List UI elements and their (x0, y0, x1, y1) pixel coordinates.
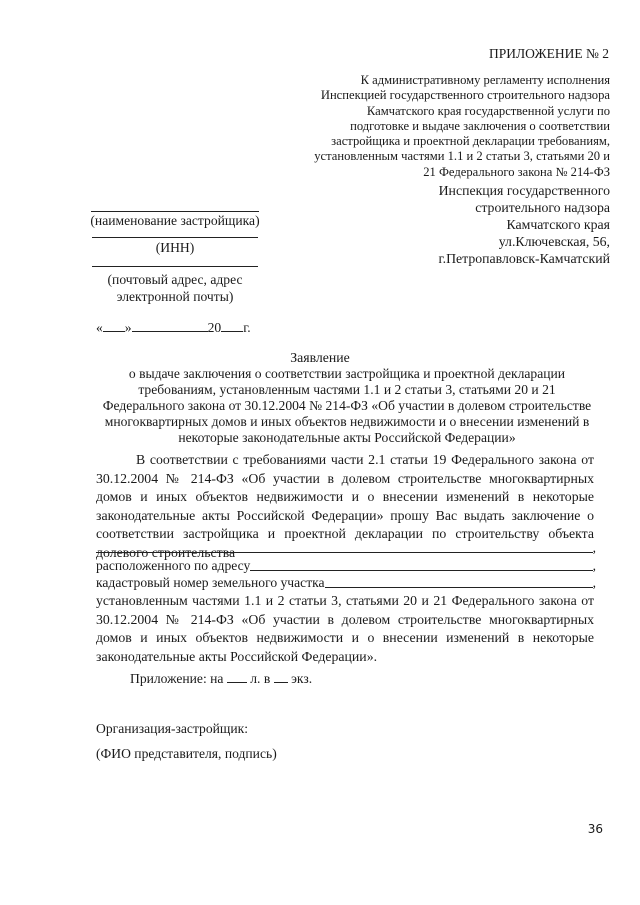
attachment-line (130, 670, 312, 687)
attachment-pages-field[interactable] (227, 670, 247, 683)
attachment-middle: л. в (250, 671, 271, 686)
applicant-name-caption: (наименование застройщика) (90, 213, 260, 228)
applicant-address-field[interactable] (92, 266, 258, 267)
location-label: расположенного по адресу (96, 558, 251, 573)
organization-label: Организация-застройщик: (96, 721, 249, 736)
addressee-line: Камчатского края (506, 217, 610, 232)
location-row (96, 556, 596, 574)
addressee-line: Инспекция государственного (438, 183, 610, 198)
row-end-comma: , (592, 540, 596, 555)
document-title: Заявление (290, 350, 350, 365)
date-open-quote: « (96, 320, 103, 335)
date-year-prefix: 20 (207, 320, 222, 335)
attachment-suffix: экз. (291, 671, 313, 686)
row-end-comma: , (592, 575, 596, 590)
attachment-copies-field[interactable] (274, 670, 288, 683)
row-end-comma: , (592, 558, 596, 573)
location-field[interactable] (250, 569, 592, 571)
date-close-quote: » (124, 320, 132, 335)
signature-label: (ФИО представителя, подпись) (96, 746, 277, 761)
addressee-line: строительного надзора (475, 200, 610, 215)
page-number: 36 (587, 822, 603, 836)
date-month-field[interactable] (132, 319, 208, 332)
addressee-line: ул.Ключевская, 56, (498, 234, 610, 249)
date-line (96, 319, 251, 336)
request-paragraph: В соответствии с требованиями части 2.1 статьи 19 Федерального закона от 30.12.2004 № 214-ФЗ «Об участии в долевом строительстве многоквартирных домов и иных объектов недвижимости и о внесении изменений в некоторые законодательные акты Российской Федерации» прошу Вас выдать заключение о соответствии застройщика и проектной декларации по строительству объекта долевого строительства (96, 452, 594, 560)
date-day-field[interactable] (103, 319, 125, 332)
document-subject: о выдаче заключения о соответствии застройщика и проектной декларации требованиям, установленным частями 1.1 и 2 статьи 3, статьями 20 и 21 Федерального закона от 30.12.2004 № 214-ФЗ «Об участии в долевом строительстве многоквартирных домов и иных объектов недвижимости и о внесении изменений в некоторые законодательные акты Российской Федерации» (102, 366, 592, 445)
address-caption-line: электронной почты) (116, 289, 234, 304)
addressee-block (380, 182, 610, 267)
applicant-inn-field[interactable] (92, 237, 258, 238)
applicant-inn-caption: (ИНН) (155, 240, 195, 255)
cadastral-row (96, 573, 596, 591)
addressee-line: г.Петропавловск-Камчатский (438, 251, 610, 266)
applicant-name-field[interactable] (91, 198, 259, 212)
address-caption-line: (почтовый адрес, адрес (107, 272, 243, 287)
regulation-note: К административному регламенту исполнения Инспекцией государственного строительного надзора Камчатского края государственной услуги по подготовке и выдаче заключения о соответствии застройщика и проектной декларации требованиям, установленным частями 1.1 и 2 статьи 3, статьями 20 и 21 Федерального закона № 214-ФЗ (314, 73, 610, 179)
object-name-row (96, 538, 596, 556)
annex-label: ПРИЛОЖЕНИЕ № 2 (488, 46, 609, 61)
date-year-suffix: г. (243, 320, 251, 335)
applicant-block (90, 198, 260, 305)
date-year-field[interactable] (221, 319, 243, 332)
cadastral-label: кадастровый номер земельного участка (96, 575, 325, 590)
applicant-address-caption (90, 271, 260, 305)
attachment-prefix: Приложение: на (130, 671, 224, 686)
object-name-field[interactable] (96, 551, 593, 553)
requirements-paragraph: установленным частями 1.1 и 2 статьи 3, статьями 20 и 21 Федерального закона от 30.12.2004 № 214-ФЗ «Об участии в долевом строительстве многоквартирных домов и иных объектов недвижимости и о внесении изменений в некоторые законодательные акты Российской Федерации». (96, 593, 594, 664)
cadastral-field[interactable] (325, 586, 593, 588)
